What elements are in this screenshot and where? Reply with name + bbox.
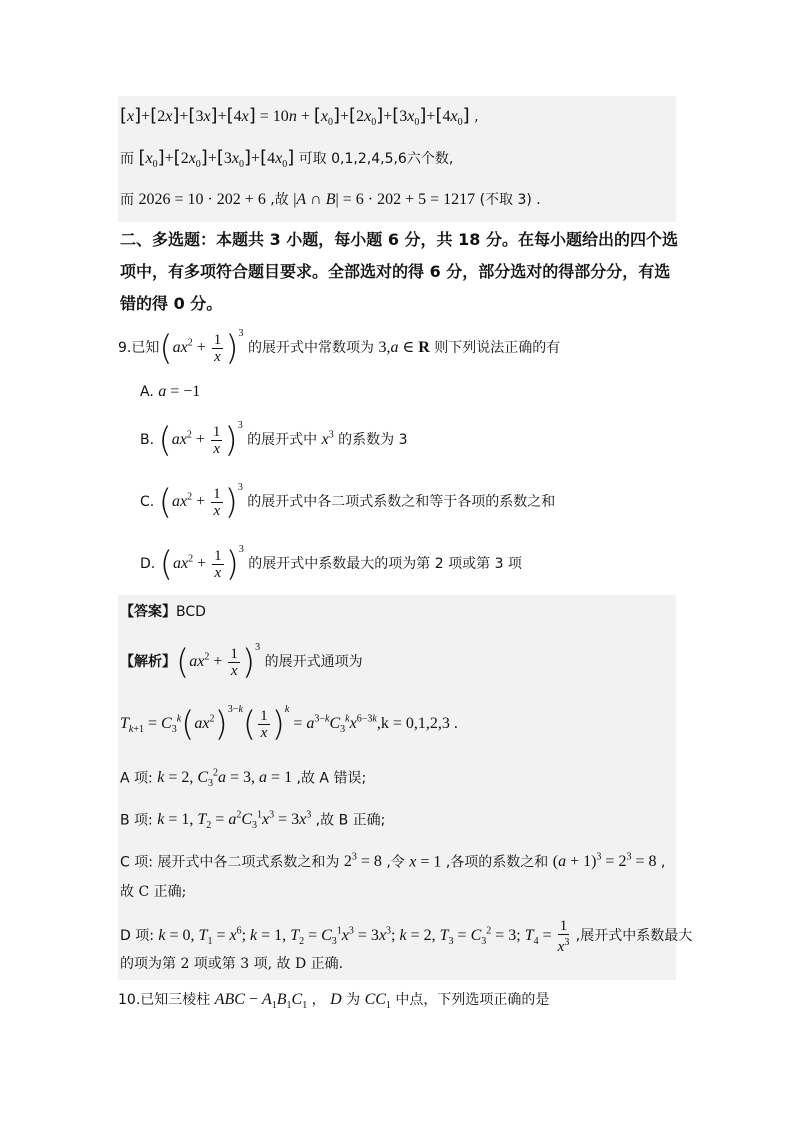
q9-analysis-intro: 【解析】($ax^2$ + $\frac{1}{x}$ )$^3$ 的展开式通项为 [120, 642, 363, 683]
q9-answer: 【答案】BCD [120, 604, 206, 620]
q9-option-c: C. ($ax^2$ + $\frac{1}{x}$ )$^3$ 的展开式中各二项式系数之和等于各项的系数之和 [140, 482, 556, 523]
intersection-count-line: 而 2026 = 10 · 202 + 6 ,故 |A ∩ B| = 6 · 202 + 5 = 1217 (不取 3) . [120, 191, 541, 208]
q9-analysis-d-conclusion: 的项为第 2 项或第 3 项, 故 D 正确. [120, 956, 344, 972]
q9-option-d: D. ($ax^2$ + $\frac{1}{x}$ )$^3$ 的展开式中系数最大的项为第 2 项或第 3 项 [140, 544, 522, 585]
q9-option-b: B. ($ax^2$ + $\frac{1}{x}$ )$^3$ 的展开式中 $x^3$ 的系数为 3 [140, 420, 408, 461]
floor-sum-equation: $[x]+[2x]+[3x]+[4x] = 10n + [x_0]+[2x_0]+[3x_0]+[4x_0]$ , [120, 105, 479, 129]
section-heading-line-3: 错的得 0 分。 [120, 294, 223, 313]
section-heading-line-2: 项中，有多项符合题目要求。全部选对的得 6 分，部分选对的得部分分，有选 [120, 262, 671, 281]
q9-analysis-b: B 项: k = 1, $T_2 = a^2C_3^1x^3 = 3x^3$ ,故 B 正确; [120, 810, 386, 832]
q9-analysis-d: D 项: k = 0, $T_1 = x^6$; k = 1, $T_2 = C_3^1x^3 = 3x^3$; k = 2, $T_3 = C_3^2 = 3$; $T_4$ = $\frac{1}{x^3}$ ,展开式中系数最大 [120, 918, 693, 955]
q9-general-term: $T_{k+1} = C_3^k(ax^2)^{3-k}$( $\frac{1}{x}$ )$^k = a^{3-k}C_3^kx^{6-3k},k = 0,1,2,3$ . [120, 704, 458, 745]
floor-values-line: 而 $[x_0]+[2x_0]+[3x_0]+[4x_0]$ 可取 0,1,2,4,5,6六个数, [120, 147, 454, 171]
q9-stem: 9.已知($ax^2$ + $\frac{1}{x}$ )$^3$ 的展开式中常数项为 3,a ∈ R 则下列说法正确的有 [118, 328, 561, 369]
q9-analysis-c: C 项: 展开式中各二项式系数之和为 $2^3 = 8$ ,令 x = 1 ,各项的系数之和 $(a + 1)^3 = 2^3 = 8$ , [120, 852, 666, 871]
q9-analysis-a: A 项: k = 2, $C_3^2a = 3$, a = 1 ,故 A 错误; [120, 768, 367, 790]
q9-option-a: A. a = −1 [140, 383, 201, 400]
section-heading-line-1: 二、多选题：本题共 3 小题，每小题 6 分，共 18 分。在每小题给出的四个选 [120, 230, 678, 249]
q9-analysis-c-conclusion: 故 C 正确; [120, 884, 187, 900]
q10-stem: 10.已知三棱柱 ABC − $A_1B_1C_1$ ， D 为 $CC_1$ 中点，下列选项正确的是 [118, 991, 550, 1012]
